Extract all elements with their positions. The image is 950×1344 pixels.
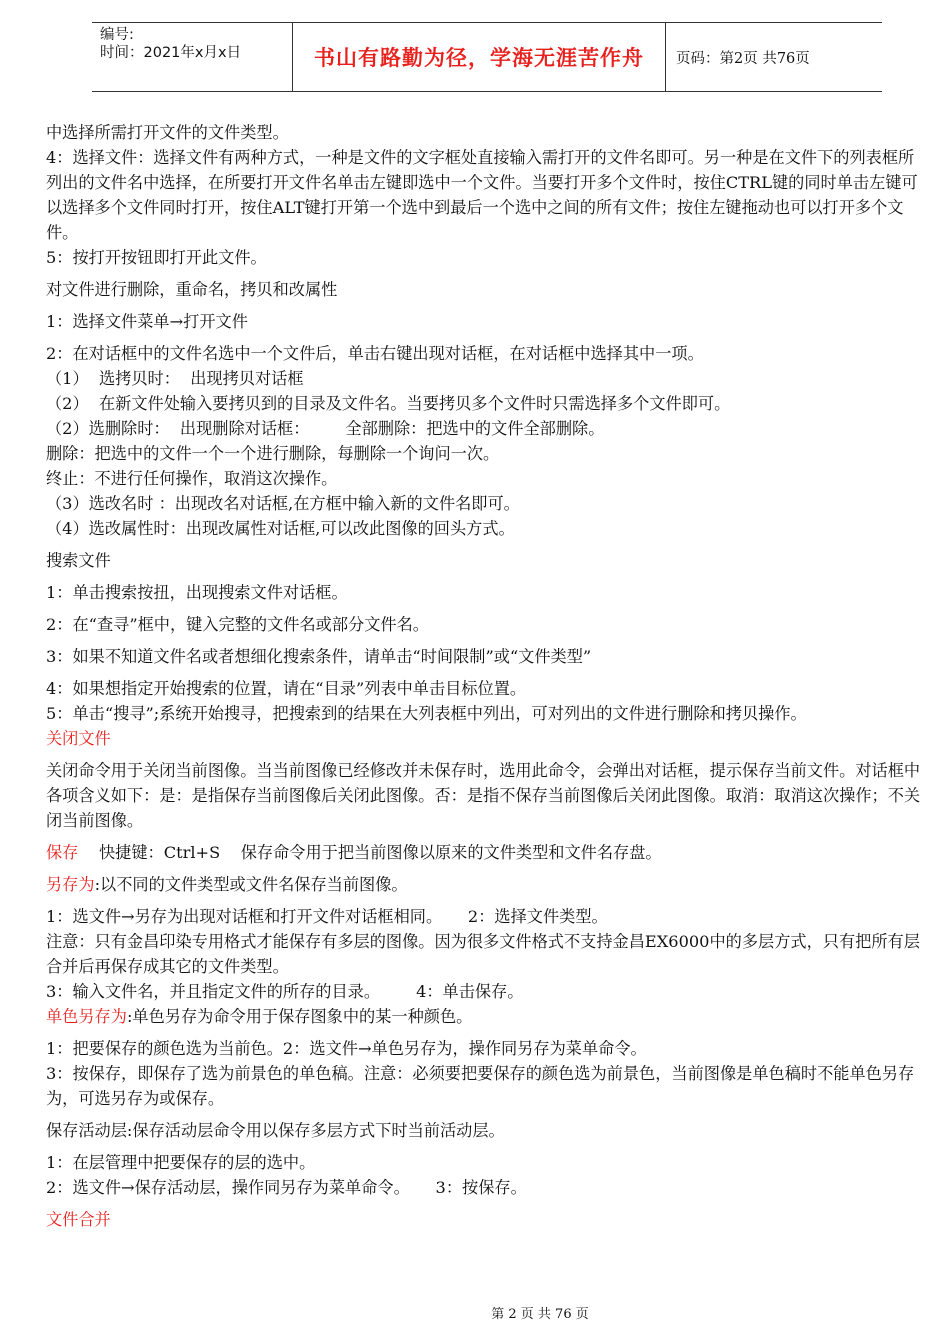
section-heading: 搜索文件 xyxy=(46,551,111,570)
paragraph: 关闭命令用于关闭当前图像。当当前图像已经修改并未保存时，选用此命令，会弹出对话框，提示保存当前文件。对话框中各项含义如下：是：是指保存当前图像后关闭此图像。否：是指不保存当前图像后关闭此图像。取消：取消这次操作；不关闭当前图像。 xyxy=(46,761,921,830)
paragraph: 5：按打开按钮即打开此文件。 xyxy=(46,248,267,267)
paragraph: 2：在“查寻”框中，键入完整的文件名或部分文件名。 xyxy=(46,615,429,634)
page-header xyxy=(92,22,882,92)
paragraph: （2）选删除时： 出现删除对话框： 全部删除：把选中的文件全部删除。 xyxy=(46,419,605,438)
paragraph: 1：在层管理中把要保存的层的选中。 xyxy=(46,1153,316,1172)
header-motto: 书山有路勤为径，学海无涯苦作舟 xyxy=(292,23,666,91)
paragraph: （3）选改名时 ：出现改名对话框,在方框中输入新的文件名即可。 xyxy=(46,494,520,513)
paragraph: 删除：把选中的文件一个一个进行删除，每删除一个询问一次。 xyxy=(46,444,500,463)
paragraph: （2） 在新文件处输入要拷贝到的目录及文件名。当要拷贝多个文件时只需选择多个文件即可。 xyxy=(46,394,731,413)
paragraph: 3：如果不知道文件名或者想细化搜索条件，请单击“时间限制”或“文件类型” xyxy=(46,647,592,666)
section-heading: 对文件进行删除，重命名，拷贝和改属性 xyxy=(46,280,338,299)
page-footer: 第 2 页 共 76 页 xyxy=(491,1307,589,1322)
paragraph: 5：单击“搜寻”;系统开始搜寻，把搜索到的结果在大列表框中列出，可对列出的文件进行删除和拷贝操作。 xyxy=(46,704,807,723)
paragraph xyxy=(46,840,930,865)
paragraph: 4：如果想指定开始搜索的位置，请在“目录”列表中单击目标位置。 xyxy=(46,679,527,698)
paragraph: 2：选文件→保存活动层，操作同另存为菜单命令。 3：按保存。 xyxy=(46,1178,527,1197)
paragraph: 中选择所需打开文件的文件类型。 xyxy=(46,123,289,142)
paragraph: 1：把要保存的颜色选为当前色。2：选文件→单色另存为，操作同另存为菜单命令。 xyxy=(46,1039,647,1058)
paragraph: 4：选择文件：选择文件有两种方式，一种是文件的文字框处直接输入需打开的文件名即可。另一种是在文件下的列表框所列出的文件名中选择，在所要打开文件名单击左键即选中一个文件。当要打开多个文件时，按住CTRL键的同时单击左键可以选择多个文件同时打开，按住ALT键打开第一个选中到最后一个选中之间的所有文件；按住左键拖动也可以打开多个文件。 xyxy=(46,148,918,242)
paragraph: 3：按保存，即保存了选为前景色的单色稿。注意：必须要把要保存的颜色选为前景色，当前图像是单色稿时不能单色另存为，可选另存为或保存。 xyxy=(46,1064,915,1108)
mono-save-as-desc: :单色另存为命令用于保存图象中的某一种颜色。 xyxy=(126,1007,473,1026)
paragraph: 终止：不进行任何操作，取消这次操作。 xyxy=(46,469,338,488)
paragraph: 注意：只有金昌印染专用格式才能保存有多层的图像。因为很多文件格式不支持金昌EX6000中的多层方式，只有把所有层合并后再保存成其它的文件类型。 xyxy=(46,932,920,976)
paragraph: 1：单击搜索按扭，出现搜索文件对话框。 xyxy=(46,583,348,602)
section-heading-file-merge: 文件合并 xyxy=(46,1210,111,1229)
heading-mono-save-as: 单色另存为 xyxy=(46,1007,127,1026)
code-label: 编号: xyxy=(100,27,134,43)
paragraph xyxy=(46,872,930,897)
heading-save-as: 另存为 xyxy=(46,875,95,894)
paragraph: （4）选改属性时：出现改属性对话框,可以改此图像的回头方式。 xyxy=(46,519,515,538)
header-page-info: 页码：第2页 共76页 xyxy=(676,50,810,67)
section-heading-close-file: 关闭文件 xyxy=(46,729,111,748)
save-desc: 快捷键：Ctrl+S 保存命令用于把当前图像以原来的文件类型和文件名存盘。 xyxy=(78,843,662,862)
paragraph: 保存活动层:保存活动层命令用以保存多层方式下时当前活动层。 xyxy=(46,1121,505,1140)
paragraph: （1） 选拷贝时： 出现拷贝对话框 xyxy=(46,369,304,388)
paragraph: 1：选文件→另存为出现对话框和打开文件对话框相同。 2：选择文件类型。 xyxy=(46,907,608,926)
header-meta xyxy=(100,23,290,91)
paragraph: 2：在对话框中的文件名选中一个文件后，单击右键出现对话框，在对话框中选择其中一项。 xyxy=(46,344,704,363)
time-label: 时间：2021年x月x日 xyxy=(100,45,242,61)
heading-save: 保存 xyxy=(46,843,79,862)
document-body xyxy=(46,120,930,1232)
paragraph xyxy=(46,1004,930,1029)
paragraph: 1：选择文件菜单→打开文件 xyxy=(46,312,248,331)
save-as-desc: :以不同的文件类型或文件名保存当前图像。 xyxy=(94,875,408,894)
paragraph: 3：输入文件名，并且指定文件的所存的目录。 4：单击保存。 xyxy=(46,982,524,1001)
